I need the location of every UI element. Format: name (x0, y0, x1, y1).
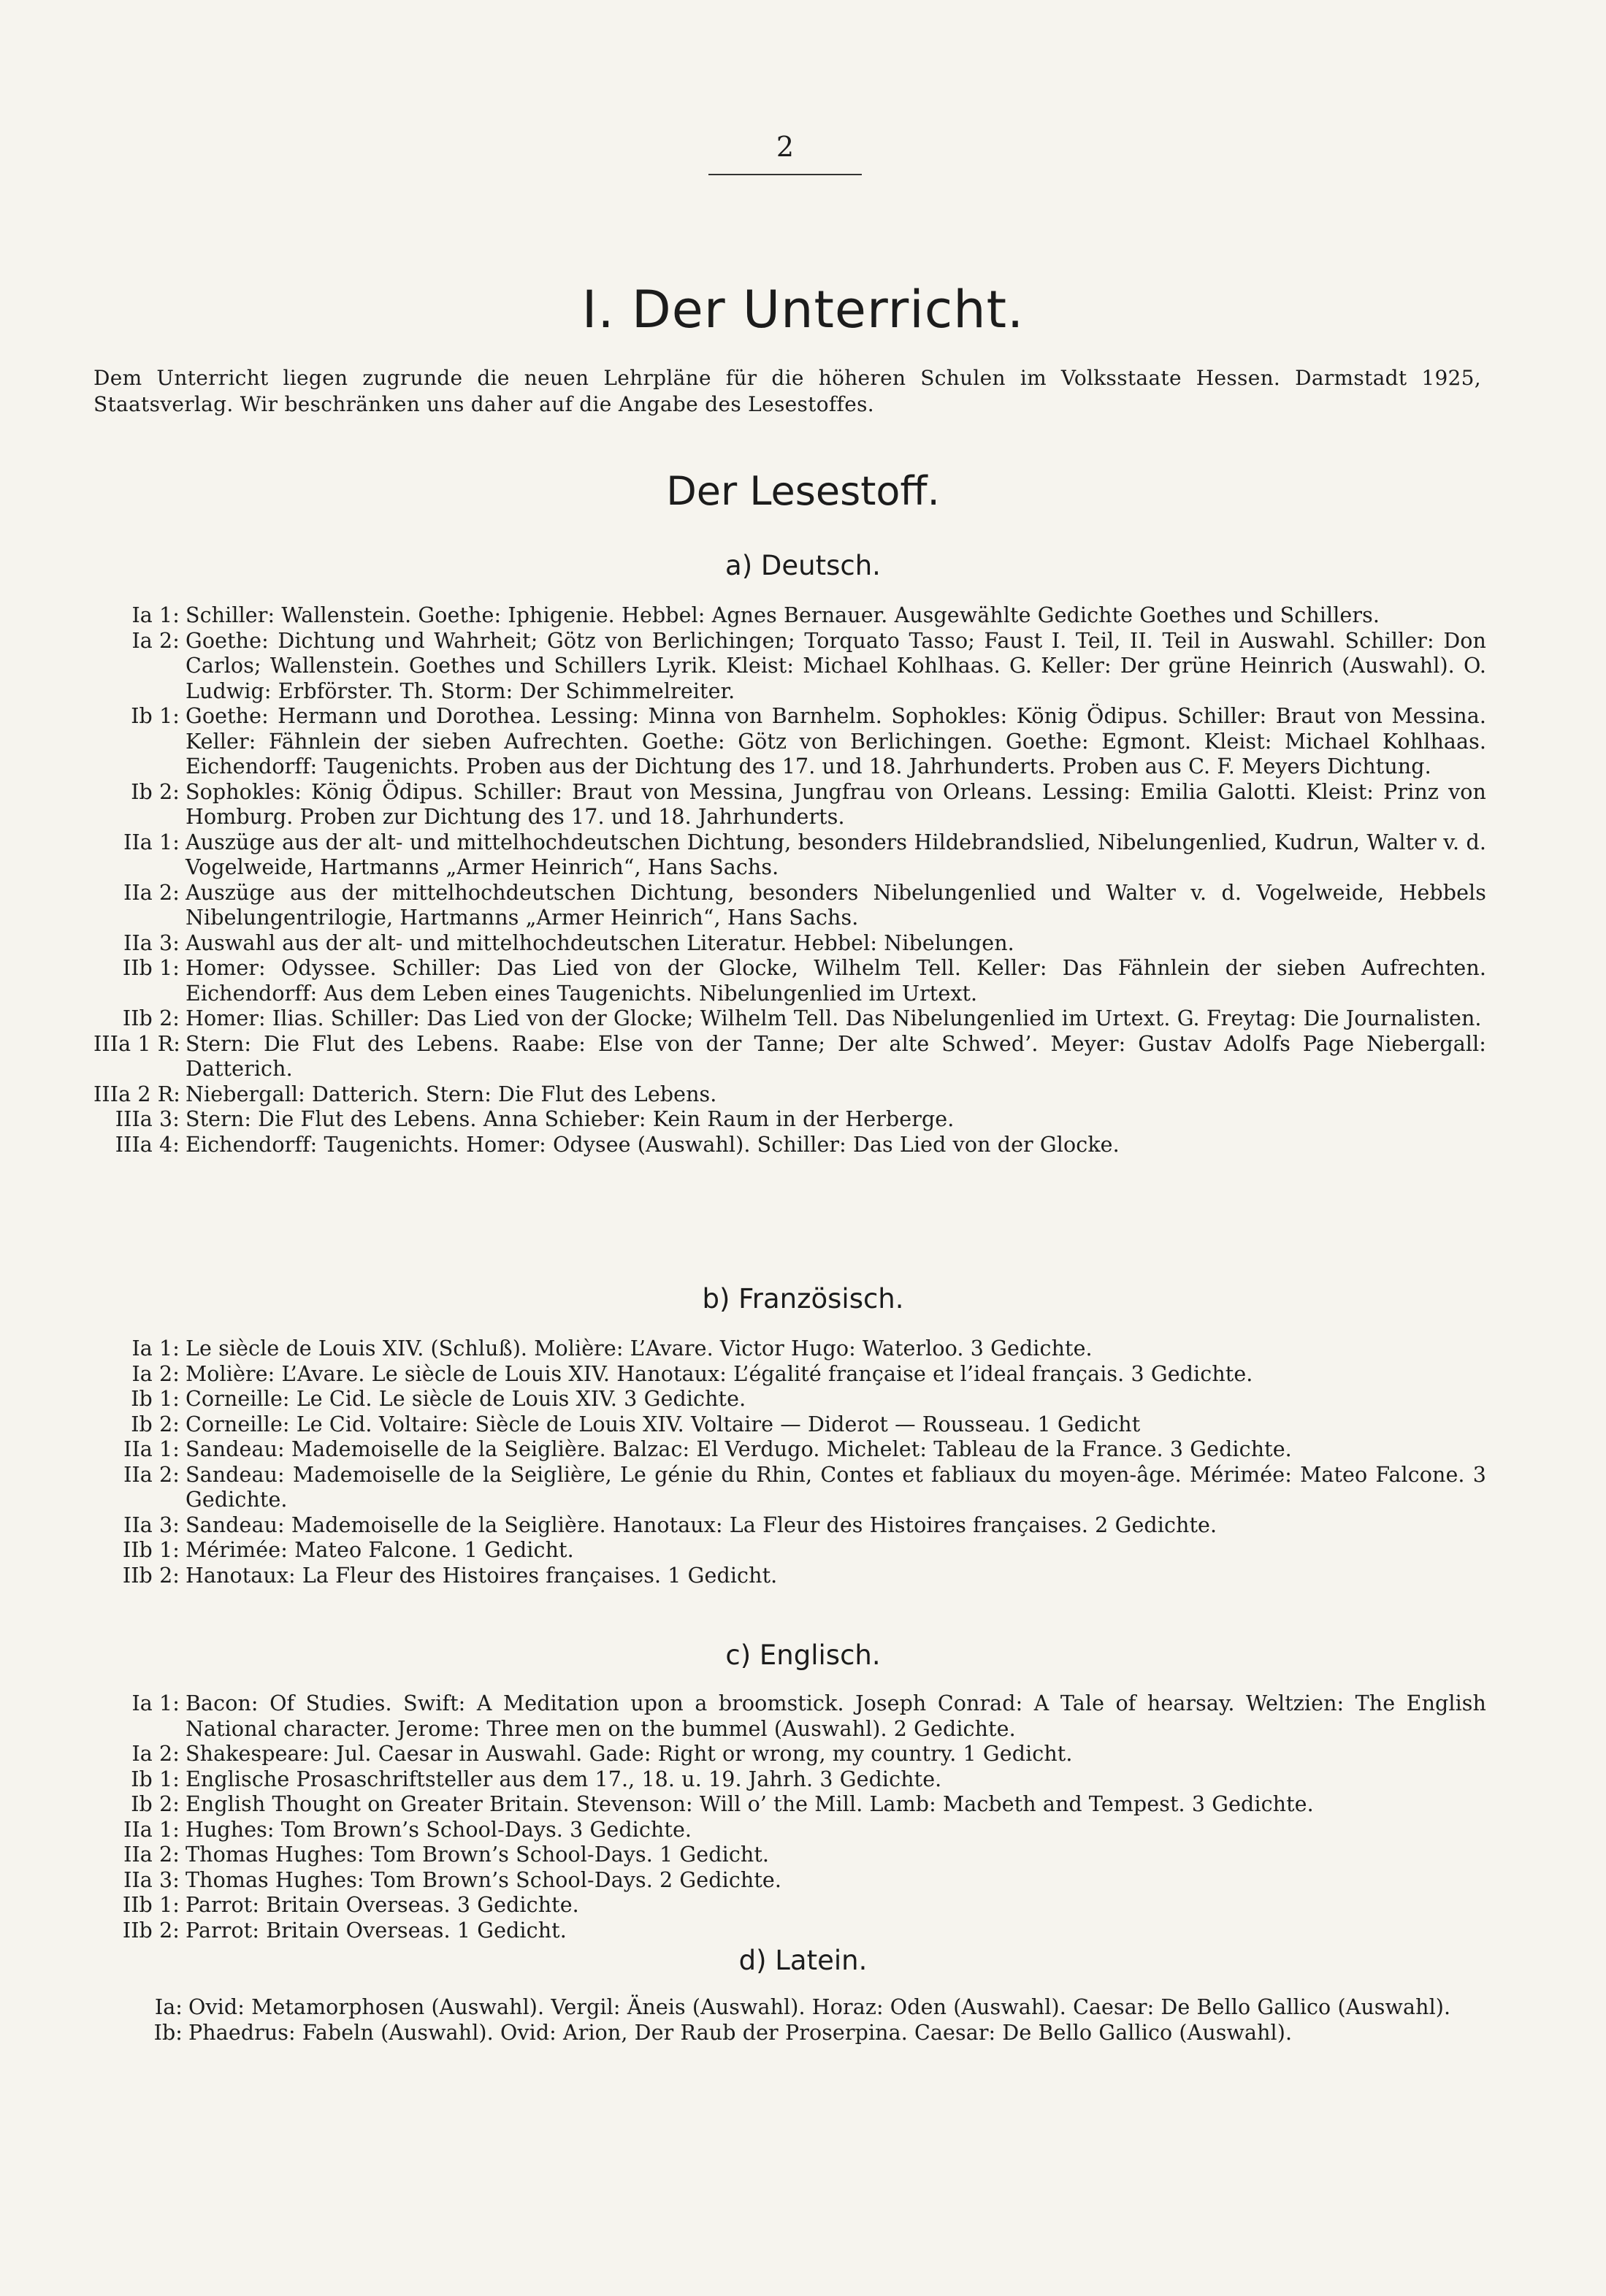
reading-text: Hughes: Tom Brown’s School-Days. 3 Gedichte. (186, 1817, 692, 1842)
reading-text: Shakespeare: Jul. Caesar in Auswahl. Gade: Right or wrong, my country. 1 Gedicht. (186, 1742, 1073, 1766)
class-label: Ib 1: (131, 1387, 180, 1411)
reading-text: Parrot: Britain Overseas. 1 Gedicht. (186, 1918, 567, 1943)
reading-text: Auswahl aus der alt- und mittelhochdeutschen Literatur. Hebbel: Nibelungen. (186, 930, 1014, 955)
list-item (93, 1412, 1486, 1438)
class-label: Ib 2: (131, 779, 180, 804)
class-label: Ia 2: (131, 1742, 180, 1766)
list-item (93, 1133, 1486, 1158)
reading-text: Schiller: Wallenstein. Goethe: Iphigenie. Hebbel: Agnes Bernauer. Ausgewählte Gedichte Goethes und Schillers. (186, 603, 1380, 627)
list-item (93, 1918, 1486, 1944)
list-deutsch (93, 603, 1486, 1157)
reading-text: Sandeau: Mademoiselle de la Seiglière. Hanotaux: La Fleur des Histoires françaises. 2 Gedichte. (186, 1512, 1217, 1537)
class-label: IIb 2: (122, 1918, 180, 1943)
list-item (93, 1336, 1486, 1362)
page-number-rule (708, 174, 862, 175)
list-item (93, 1564, 1486, 1589)
reading-text: Hanotaux: La Fleur des Histoires françaises. 1 Gedicht. (186, 1563, 778, 1588)
list-item (93, 1107, 1486, 1133)
class-label: IIa 2: (123, 880, 180, 905)
list-item (93, 1387, 1486, 1412)
list-item (93, 1006, 1486, 1032)
heading-latein: d) Latein. (738, 1945, 868, 1976)
reading-text: Ovid: Metamorphosen (Auswahl). Vergil: Äneis (Auswahl). Horaz: Oden (Auswahl). Caesar: De Bello Gallico (Auswahl). (188, 1995, 1451, 2019)
list-item (93, 1513, 1486, 1539)
list-item (93, 2021, 1486, 2046)
reading-text: Stern: Die Flut des Lebens. Raabe: Else von der Tanne; Der alte Schwed’. Meyer: Gustav Adolfs Page Niebergall: Datterich. (186, 1031, 1486, 1081)
class-label: IIIa 2 R: (93, 1082, 180, 1106)
list-item (93, 603, 1486, 629)
class-label: IIa 2: (123, 1842, 180, 1867)
class-label: IIb 1: (122, 1893, 180, 1917)
class-label: IIIa 4: (115, 1132, 180, 1157)
reading-text: Goethe: Dichtung und Wahrheit; Götz von Berlichingen; Torquato Tasso; Faust I. Teil, II. Teil in Auswahl. Schiller: Don Carlos; Wallenstein. Goethes und Schillers Lyrik. Kleist: Michael Kohlhaas. G. Keller: Der grüne Heinrich (Auswahl). O. Ludwig: Erbförster. Th. Storm: Der Schimmelreiter. (186, 628, 1486, 703)
section-subtitle: Der Lesestoff. (666, 468, 940, 514)
list-item (93, 1463, 1486, 1513)
reading-text: Auszüge aus der alt- und mittelhochdeutschen Dichtung, besonders Hildebrandslied, Nibelungenlied, Kudrun, Walter v. d. Vogelweide, Hartmanns „Armer Heinrich“, Hans Sachs. (186, 830, 1486, 879)
list-item (93, 1437, 1486, 1463)
list-item (93, 1818, 1486, 1843)
reading-text: Sandeau: Mademoiselle de la Seiglière, Le génie du Rhin, Contes et fabliaux du moyen-âge. Mérimée: Mateo Falcone. 3 Gedichte. (186, 1462, 1486, 1512)
list-item (93, 881, 1486, 931)
heading-deutsch: a) Deutsch. (725, 550, 881, 581)
reading-text: Le siècle de Louis XIV. (Schluß). Molière: L’Avare. Victor Hugo: Waterloo. 3 Gedichte. (186, 1336, 1093, 1361)
reading-text: Corneille: Le Cid. Voltaire: Siècle de Louis XIV. Voltaire — Diderot — Rousseau. 1 Gedicht (186, 1412, 1141, 1436)
list-item (93, 780, 1486, 830)
reading-text: Goethe: Hermann und Dorothea. Lessing: Minna von Barnhelm. Sophokles: König Ödipus. Schiller: Braut von Messina. Keller: Fähnlein der sieben Aufrechten. Goethe: Götz von Berlichingen. Goethe: Egmont. Kleist: Michael Kohlhaas. Eichendorff: Taugenichts. Proben aus der Dichtung des 17. und 18. Jahrhunderts. Proben aus C. F. Meyers Dichtung. (186, 704, 1486, 778)
class-label: Ib 2: (131, 1792, 180, 1816)
list-item (93, 1742, 1486, 1767)
class-label: Ia 1: (131, 1336, 180, 1361)
intro-paragraph: Dem Unterricht liegen zugrunde die neuen Lehrpläne für die höheren Schulen im Volksstaate Hessen. Darmstadt 1925, Staatsverlag. Wir beschränken uns daher auf die Angabe des Lesestoffes. (93, 366, 1481, 416)
class-label: Ia 1: (131, 1691, 180, 1715)
class-label: IIa 1: (123, 1437, 180, 1461)
reading-text: Englische Prosaschriftsteller aus dem 17., 18. u. 19. Jahrh. 3 Gedichte. (186, 1767, 942, 1791)
reading-text: Phaedrus: Fabeln (Auswahl). Ovid: Arion, Der Raub der Proserpina. Caesar: De Bello Gallico (Auswahl). (188, 2020, 1293, 2045)
list-item (93, 1538, 1486, 1564)
class-label: IIa 2: (123, 1462, 180, 1487)
class-label: IIa 3: (123, 1867, 180, 1892)
class-label: IIa 3: (123, 1512, 180, 1537)
class-label: IIb 2: (122, 1563, 180, 1588)
reading-text: English Thought on Greater Britain. Stevenson: Will o’ the Mill. Lamb: Macbeth and Tempest. 3 Gedichte. (186, 1792, 1314, 1816)
reading-text: Stern: Die Flut des Lebens. Anna Schieber: Kein Raum in der Herberge. (186, 1107, 955, 1131)
list-item (93, 1032, 1486, 1082)
reading-text: Thomas Hughes: Tom Brown’s School-Days. 2 Gedichte. (186, 1867, 782, 1892)
list-item (93, 1995, 1486, 2021)
reading-text: Eichendorff: Taugenichts. Homer: Odysee (Auswahl). Schiller: Das Lied von der Glocke. (186, 1132, 1120, 1157)
list-item (93, 1362, 1486, 1388)
list-item (93, 1792, 1486, 1818)
class-label: Ia: (154, 1995, 183, 2019)
reading-text: Homer: Ilias. Schiller: Das Lied von der Glocke; Wilhelm Tell. Das Nibelungenlied im Urtext. G. Freytag: Die Journalisten. (186, 1006, 1482, 1030)
reading-text: Parrot: Britain Overseas. 3 Gedichte. (186, 1893, 579, 1917)
class-label: Ib 1: (131, 704, 180, 728)
list-item (93, 931, 1486, 957)
list-item (93, 1842, 1486, 1868)
heading-englisch: c) Englisch. (725, 1639, 881, 1671)
list-item (93, 830, 1486, 881)
class-label: IIb 2: (122, 1006, 180, 1030)
list-item (93, 629, 1486, 705)
class-label: IIa 3: (123, 930, 180, 955)
class-label: Ia 2: (131, 1361, 180, 1386)
class-label: IIb 1: (122, 956, 180, 980)
reading-text: Mérimée: Mateo Falcone. 1 Gedicht. (186, 1538, 574, 1562)
list-item (93, 1868, 1486, 1894)
reading-text: Sophokles: König Ödipus. Schiller: Braut von Messina, Jungfrau von Orleans. Lessing: Emilia Galotti. Kleist: Prinz von Homburg. Proben zur Dichtung des 17. und 18. Jahrhunderts. (186, 779, 1486, 829)
class-label: Ib 2: (131, 1412, 180, 1436)
class-label: Ib: (153, 2020, 183, 2045)
list-item (93, 704, 1486, 780)
list-item (93, 1893, 1486, 1918)
reading-text: Corneille: Le Cid. Le siècle de Louis XIV. 3 Gedichte. (186, 1387, 746, 1411)
reading-text: Molière: L’Avare. Le siècle de Louis XIV. Hanotaux: L’égalité française et l’ideal français. 3 Gedichte. (186, 1361, 1253, 1386)
reading-text: Bacon: Of Studies. Swift: A Meditation upon a broomstick. Joseph Conrad: A Tale of hearsay. Weltzien: The English National character. Jerome: Three men on the bummel (Auswahl). 2 Gedichte. (186, 1691, 1486, 1741)
reading-text: Sandeau: Mademoiselle de la Seiglière. Balzac: El Verdugo. Michelet: Tableau de la France. 3 Gedichte. (186, 1437, 1292, 1461)
reading-text: Auszüge aus der mittelhochdeutschen Dichtung, besonders Nibelungenlied und Walter v. d. Vogelweide, Hebbels Nibelungentrilogie, Hartmanns „Armer Heinrich“, Hans Sachs. (186, 880, 1486, 930)
list-item (93, 1082, 1486, 1108)
class-label: IIIa 1 R: (93, 1031, 180, 1056)
list-item (93, 956, 1486, 1006)
class-label: IIa 1: (123, 830, 180, 854)
list-item (93, 1691, 1486, 1742)
class-label: Ib 1: (131, 1767, 180, 1791)
heading-franzoesisch: b) Französisch. (702, 1283, 904, 1315)
list-latein (93, 1995, 1486, 2046)
list-item (93, 1767, 1486, 1793)
class-label: Ia 1: (131, 603, 180, 627)
chapter-title: I. Der Unterricht. (581, 280, 1025, 340)
reading-text: Homer: Odyssee. Schiller: Das Lied von der Glocke, Wilhelm Tell. Keller: Das Fähnlein der sieben Aufrechten. Eichendorff: Aus dem Leben eines Taugenichts. Nibelungenlied im Urtext. (186, 956, 1486, 1006)
page-number: 2 (776, 131, 795, 163)
class-label: Ia 2: (131, 628, 180, 653)
list-englisch (93, 1691, 1486, 1943)
class-label: IIa 1: (123, 1817, 180, 1842)
class-label: IIIa 3: (115, 1107, 180, 1131)
class-label: IIb 1: (122, 1538, 180, 1562)
list-franzoesisch (93, 1336, 1486, 1588)
reading-text: Niebergall: Datterich. Stern: Die Flut des Lebens. (186, 1082, 717, 1106)
reading-text: Thomas Hughes: Tom Brown’s School-Days. 1 Gedicht. (186, 1842, 770, 1867)
